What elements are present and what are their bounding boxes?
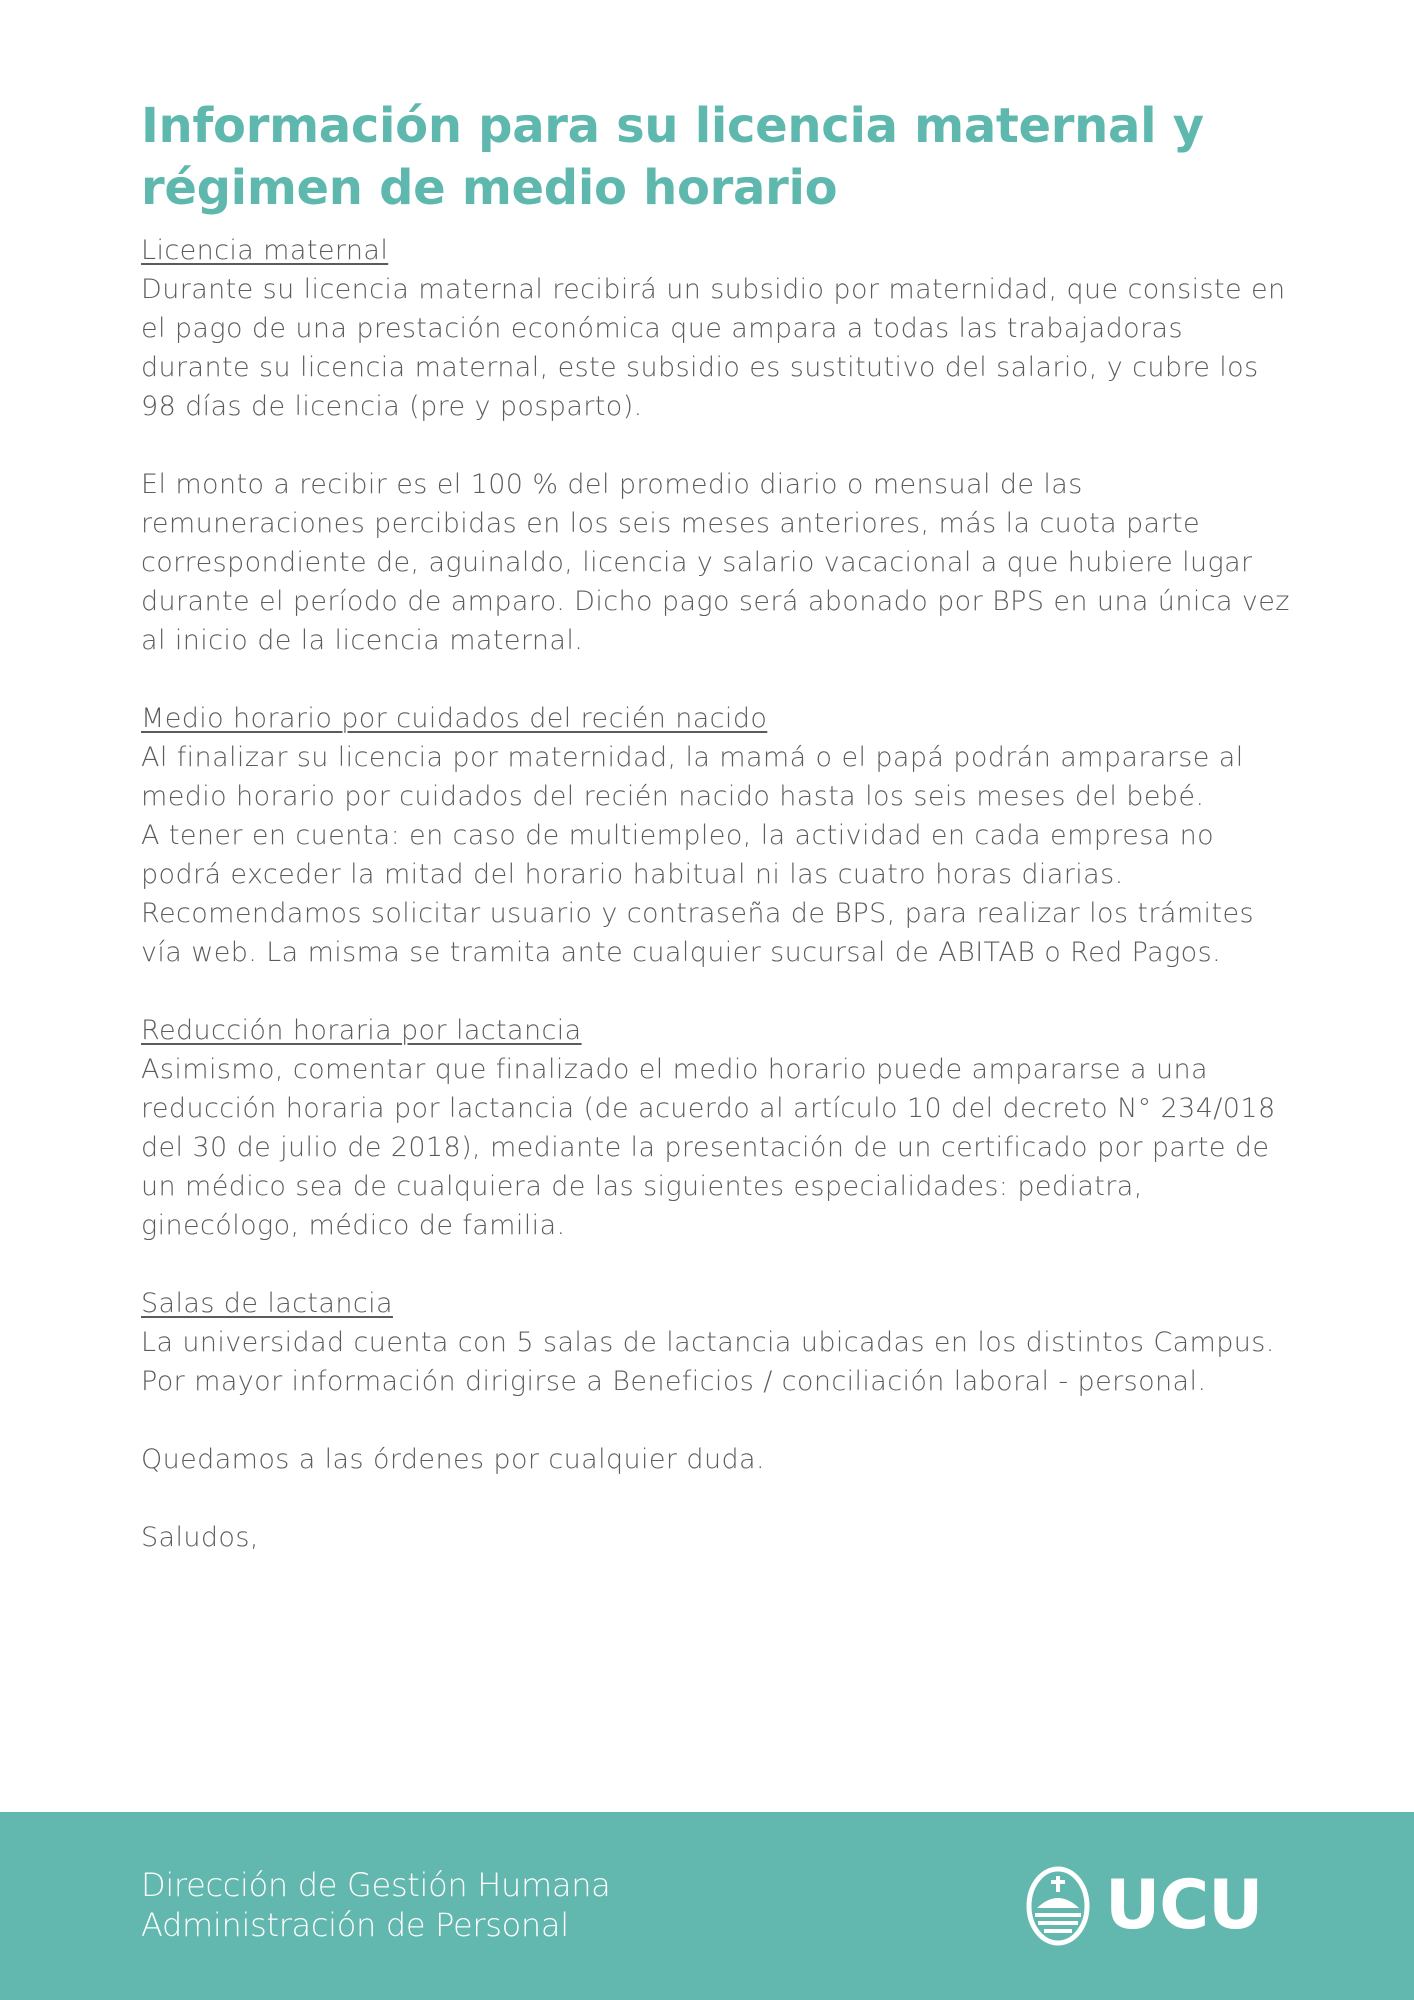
section-heading-licencia-maternal: Licencia maternal [141,235,389,266]
footer-line-1: Dirección de Gestión Humana [141,1866,611,1904]
paragraph: Asimismo, comentar que finalizado el medio horario puede ampararse a una reducción horaria por lactancia (de acuerdo al artículo 10 del decreto N° 234/018 del 30 de julio de 2018), mediante la presentación de un certificado por parte de un médico sea de cualquiera de las siguientes especialidades: pediatra, ginecólogo, médico de familia. [141,1054,1276,1241]
footer-department [141,1865,611,1945]
section-heading-medio-horario: Medio horario por cuidados del recién nacido [141,703,768,734]
paragraph: Al finalizar su licencia por maternidad, la mamá o el papá podrán ampararse al medio horario por cuidados del recién nacido hasta los seis meses del bebé. [141,742,1244,812]
paragraph: A tener en cuenta: en caso de multiempleo, la actividad en cada empresa no podrá exceder la mitad del horario habitual ni las cuatro horas diarias. [141,820,1215,890]
closing-text: Quedamos a las órdenes por cualquier duda. [141,1444,765,1475]
paragraph: Recomendamos solicitar usuario y contraseña de BPS, para realizar los trámites vía web. La misma se tramita ante cualquier sucursal de ABITAB o Red Pagos. [141,898,1254,968]
section-heading-reduccion-horaria: Reducción horaria por lactancia [141,1015,582,1046]
ucu-logo [1025,1864,1265,1948]
paragraph: Durante su licencia maternal recibirá un subsidio por maternidad, que consiste en el pago de una prestación económica que ampara a todas las trabajadoras durante su licencia maternal, este subsidio es sustitutivo del salario, y cubre los 98 días de licencia (pre y posparto). [141,274,1286,422]
document-body [141,231,1291,1557]
paragraph: El monto a recibir es el 100 % del promedio diario o mensual de las remuneraciones percibidas en los seis meses anteriores, más la cuota parte correspondiente de, aguinaldo, licencia y salario vacacional a que hubiere lugar durante el período de amparo. Dicho pago será abonado por BPS en una única vez al inicio de la licencia maternal. [141,469,1290,656]
footer-bar [0,1812,1414,2000]
ucu-emblem-icon [1025,1864,1091,1948]
footer-line-2: Administración de Personal [141,1906,569,1944]
section-heading-salas-lactancia: Salas de lactancia [141,1288,393,1319]
ucu-logo-text: UCU [1105,1866,1263,1945]
signoff-text: Saludos, [141,1522,259,1553]
page-title: Información para su licencia maternal y régimen de medio horario [141,98,1204,216]
document-content [141,95,1291,1557]
paragraph: La universidad cuenta con 5 salas de lactancia ubicadas en los distintos Campus. Por mayor información dirigirse a Beneficios / conciliación laboral - personal. [141,1327,1275,1397]
